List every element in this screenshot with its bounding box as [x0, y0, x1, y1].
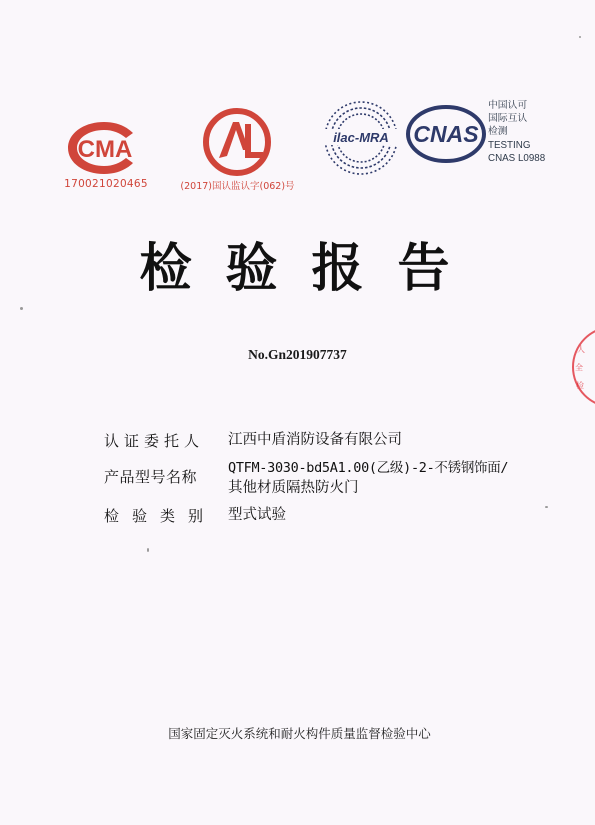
cma-logo [64, 118, 146, 178]
cal-mark-text: CAL [236, 176, 238, 177]
cnas-caption-line: 中国认可 [488, 100, 528, 111]
scan-speck [579, 36, 581, 38]
client-label: 认证委托人 [104, 432, 205, 450]
cnas-caption-line: TESTING [488, 140, 531, 151]
cnas-accreditation-number: CNAS L0988 [488, 153, 546, 164]
issuing-organization: 国家固定灭火系统和耐火构件质量监督检验中心 [168, 726, 431, 741]
cal-certificate-number: (2017)国认监认字(062)号 [180, 181, 295, 192]
cma-certificate-number: 170021020465 [64, 178, 148, 190]
ilac-mra-logo [320, 98, 402, 178]
report-title: 检验报告 [139, 239, 484, 299]
scan-speck [147, 548, 149, 552]
scan-speck [545, 506, 548, 508]
cnas-caption-line: 检测 [488, 126, 508, 137]
cnas-logo [402, 104, 486, 164]
client-value: 江西中盾消防设备有限公司 [228, 432, 402, 448]
category-label: 检验类别 [104, 507, 217, 525]
category-value: 型式试验 [228, 507, 286, 523]
report-number: No.Gn201907737 [248, 347, 347, 362]
svg-text:全: 全 [575, 363, 583, 372]
ilac-mark-text: ilac-MRA [333, 130, 389, 145]
cnas-caption-line: 国际互认 [488, 113, 528, 124]
product-label: 产品型号名称 [104, 468, 198, 486]
product-value-line1: QTFM-3030-bd5A1.00(乙级)-2-不锈钢饰面/ [228, 460, 509, 476]
svg-text:人: 人 [577, 345, 585, 354]
cal-logo [197, 106, 277, 178]
cma-mark-text: CMA [77, 136, 133, 163]
red-seal-stamp [567, 322, 595, 412]
scan-speck [20, 307, 23, 310]
svg-text:检: 检 [576, 381, 584, 390]
cnas-mark-text: CNAS [413, 121, 479, 147]
product-value-line2: 其他材质隔热防火门 [228, 480, 359, 496]
